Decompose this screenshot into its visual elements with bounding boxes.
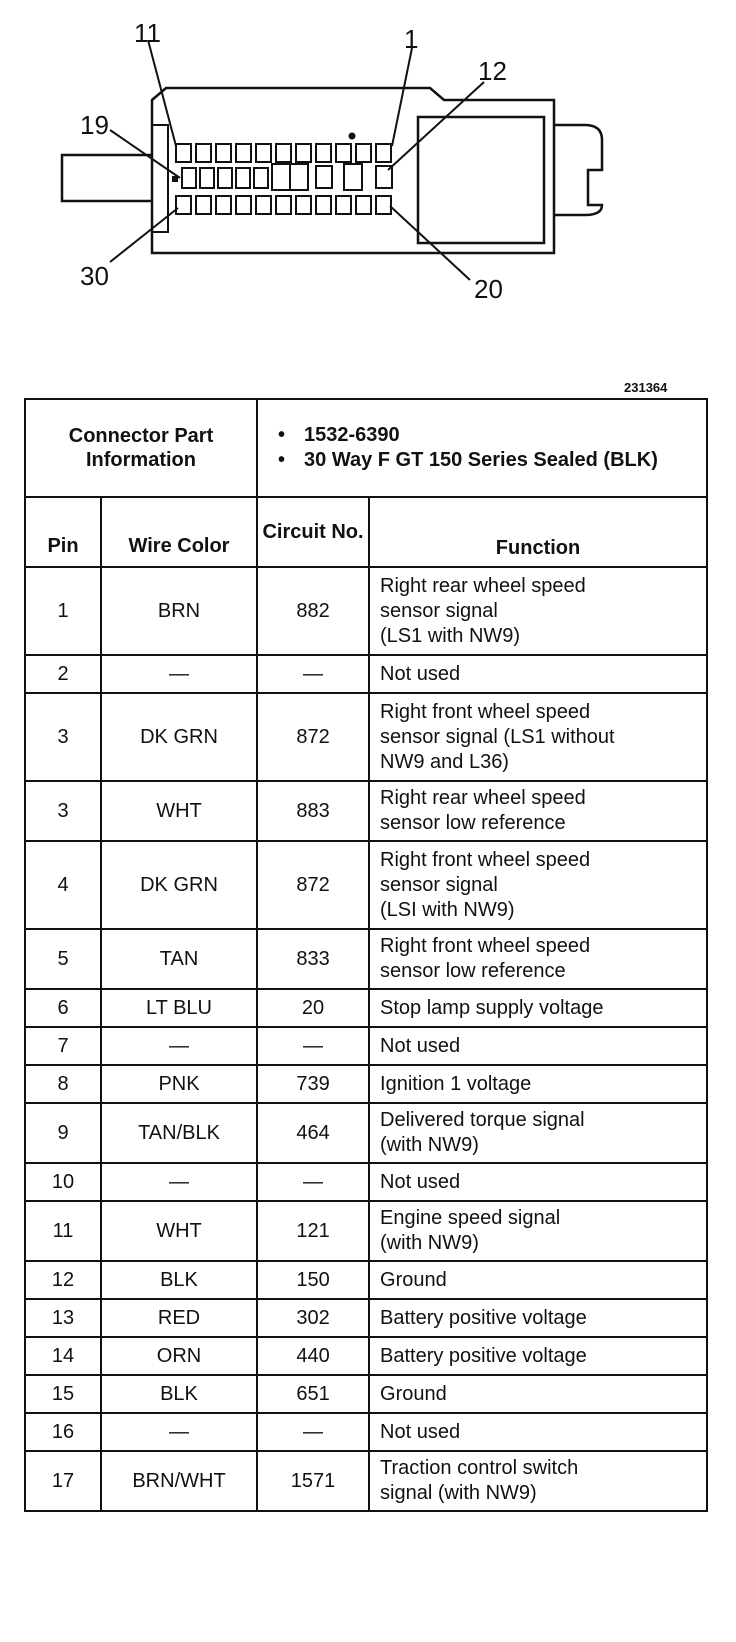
circuit-cell: —: [257, 1413, 369, 1451]
pin-cavity: [272, 164, 290, 190]
pin-cavity: [236, 168, 250, 188]
circuit-cell: 872: [257, 693, 369, 781]
circuit-cell: 20: [257, 989, 369, 1027]
pin-cavity: [236, 144, 251, 162]
wire-color-cell: —: [101, 1027, 257, 1065]
pin-rows: [25, 567, 707, 1511]
function-line: Not used: [380, 1170, 461, 1193]
wire-color-cell: TAN: [101, 929, 257, 989]
pin-cavity: [296, 144, 311, 162]
pin-cavity: [290, 164, 308, 190]
circuit-cell: 883: [257, 781, 369, 841]
function-line: sensor signal: [380, 873, 498, 896]
circuit-cell: 464: [257, 1103, 369, 1163]
function-cell: [369, 841, 707, 929]
function-cell: [369, 1065, 707, 1103]
wire-color-cell: BLK: [101, 1261, 257, 1299]
circuit-cell: 150: [257, 1261, 369, 1299]
function-cell: [369, 1103, 707, 1163]
pin-cell: 2: [25, 655, 101, 693]
pin-label-12: 12: [478, 56, 507, 86]
pin-cell: 15: [25, 1375, 101, 1413]
function-line: Right front wheel speed: [380, 700, 591, 723]
pin-cell: 14: [25, 1337, 101, 1375]
pin-label-30: 30: [80, 261, 109, 291]
function-line: (LS1 with NW9): [380, 624, 521, 647]
table-row: [25, 567, 707, 655]
pin-cavity: [176, 196, 191, 214]
circuit-cell: 302: [257, 1299, 369, 1337]
pin-cell: 11: [25, 1201, 101, 1261]
pin-cavity-grid: [176, 144, 392, 214]
wire-color-cell: TAN/BLK: [101, 1103, 257, 1163]
wire-color-cell: BRN: [101, 567, 257, 655]
col-header-function: Function: [369, 497, 707, 567]
pin-cavity: [276, 196, 291, 214]
wire-color-cell: WHT: [101, 781, 257, 841]
table-row: [25, 1201, 707, 1261]
wire-color-cell: BLK: [101, 1375, 257, 1413]
circuit-cell: 872: [257, 841, 369, 929]
function-line: Battery positive voltage: [380, 1306, 587, 1329]
table-row: [25, 1375, 707, 1413]
pin-cavity: [356, 196, 371, 214]
function-line: Battery positive voltage: [380, 1344, 587, 1367]
function-cell: [369, 1261, 707, 1299]
function-cell: [369, 989, 707, 1027]
pin-cell: 5: [25, 929, 101, 989]
function-line: (with NW9): [380, 1232, 479, 1254]
pin-label-1: 1: [404, 24, 419, 54]
table-row: [25, 1065, 707, 1103]
pin-cell: 1: [25, 567, 101, 655]
pin-cell: 4: [25, 841, 101, 929]
pin-cavity: [296, 196, 311, 214]
table-row: [25, 1451, 707, 1511]
table-row: [25, 1413, 707, 1451]
part-number: • 1532-6390: [278, 423, 706, 448]
table-row: [25, 1103, 707, 1163]
pin-cavity: [236, 196, 251, 214]
pin-cell: 17: [25, 1451, 101, 1511]
circuit-cell: 833: [257, 929, 369, 989]
function-cell: [369, 693, 707, 781]
circuit-cell: 440: [257, 1337, 369, 1375]
circuit-cell: 651: [257, 1375, 369, 1413]
function-cell: [369, 1299, 707, 1337]
pin-cell: 6: [25, 989, 101, 1027]
function-line: signal (with NW9): [380, 1482, 537, 1504]
function-line: Right rear wheel speed: [380, 574, 586, 597]
pin-cavity: [336, 144, 351, 162]
figure-id: 231364: [624, 380, 668, 395]
function-line: Not used: [380, 1034, 461, 1057]
pin-cavity: [336, 196, 351, 214]
function-cell: [369, 1201, 707, 1261]
function-cell: [369, 655, 707, 693]
table-row: [25, 655, 707, 693]
pin-cavity: [182, 168, 196, 188]
circuit-cell: 121: [257, 1201, 369, 1261]
table-row: [25, 781, 707, 841]
pin-cavity: [356, 144, 371, 162]
function-line: Ignition 1 voltage: [380, 1072, 532, 1095]
function-cell: [369, 1337, 707, 1375]
table-row: [25, 1027, 707, 1065]
pin-cavity: [176, 144, 191, 162]
circuit-cell: —: [257, 1027, 369, 1065]
wire-color-cell: BRN/WHT: [101, 1451, 257, 1511]
connector-diagram: [0, 0, 736, 330]
pin-cavity: [254, 168, 268, 188]
function-line: Engine speed signal: [380, 1207, 561, 1229]
pin-label-19: 19: [80, 110, 109, 140]
connector-type: • 30 Way F GT 150 Series Sealed (BLK): [278, 448, 706, 473]
wire-color-cell: —: [101, 1413, 257, 1451]
circuit-cell: 739: [257, 1065, 369, 1103]
pin-cavity: [218, 168, 232, 188]
function-line: Right front wheel speed: [380, 848, 591, 871]
function-line: Stop lamp supply voltage: [380, 996, 604, 1019]
pin-label-20: 20: [474, 274, 503, 304]
wire-color-cell: WHT: [101, 1201, 257, 1261]
function-line: Not used: [380, 1420, 461, 1443]
pin-cavity: [216, 144, 231, 162]
pin-cavity: [376, 196, 391, 214]
col-header-circuit: Circuit No.: [257, 497, 369, 567]
circuit-cell: —: [257, 1163, 369, 1201]
function-line: Right rear wheel speed: [380, 787, 586, 809]
circuit-cell: 1571: [257, 1451, 369, 1511]
wire-color-cell: DK GRN: [101, 693, 257, 781]
pin-cell: 12: [25, 1261, 101, 1299]
key-dot: [349, 133, 356, 140]
pin-cavity: [200, 168, 214, 188]
pin-cavity: [344, 164, 362, 190]
wire-color-cell: LT BLU: [101, 989, 257, 1027]
function-cell: [369, 1027, 707, 1065]
function-cell: [369, 781, 707, 841]
pin-cavity: [216, 196, 231, 214]
connector-info-details: [257, 399, 707, 497]
function-cell: [369, 1375, 707, 1413]
function-cell: [369, 1451, 707, 1511]
function-line: sensor low reference: [380, 812, 566, 834]
pin-cell: 10: [25, 1163, 101, 1201]
wire-color-cell: PNK: [101, 1065, 257, 1103]
wire-color-cell: DK GRN: [101, 841, 257, 929]
pin-cell: 13: [25, 1299, 101, 1337]
function-line: sensor signal: [380, 599, 498, 622]
col-header-wire-color: Wire Color: [101, 497, 257, 567]
pin-cell: 3: [25, 781, 101, 841]
pin-cavity: [316, 144, 331, 162]
function-line: (LSI with NW9): [380, 898, 515, 921]
pin-cell: 16: [25, 1413, 101, 1451]
function-cell: [369, 567, 707, 655]
pin-cavity: [256, 196, 271, 214]
pin-cavity: [316, 196, 331, 214]
table-row: [25, 1337, 707, 1375]
wire-color-cell: —: [101, 655, 257, 693]
pin-cavity: [376, 144, 391, 162]
function-line: NW9 and L36): [380, 750, 509, 773]
table-row: [25, 1163, 707, 1201]
function-line: sensor low reference: [380, 960, 566, 982]
pin-cavity: [256, 144, 271, 162]
connector-pinout-table: [24, 398, 708, 1512]
table-row: [25, 1299, 707, 1337]
table-row: [25, 693, 707, 781]
connector-info-heading: Connector Part Information: [25, 399, 257, 497]
function-cell: [369, 929, 707, 989]
pin-cell: 9: [25, 1103, 101, 1163]
pin-cavity: [196, 196, 211, 214]
wire-color-cell: —: [101, 1163, 257, 1201]
pin-cell: 3: [25, 693, 101, 781]
table-row: [25, 841, 707, 929]
function-line: Not used: [380, 662, 461, 685]
table-row: [25, 989, 707, 1027]
function-line: Traction control switch: [380, 1457, 579, 1479]
col-header-pin: Pin: [25, 497, 101, 567]
function-line: sensor signal (LS1 without: [380, 725, 615, 748]
function-line: Right front wheel speed: [380, 935, 591, 957]
table-row: [25, 929, 707, 989]
table-row: [25, 1261, 707, 1299]
function-line: Ground: [380, 1382, 447, 1405]
function-line: Delivered torque signal: [380, 1109, 585, 1131]
circuit-cell: 882: [257, 567, 369, 655]
function-line: Ground: [380, 1268, 447, 1291]
function-line: (with NW9): [380, 1134, 479, 1156]
pin-cavity: [276, 144, 291, 162]
wire-color-cell: ORN: [101, 1337, 257, 1375]
wire-color-cell: RED: [101, 1299, 257, 1337]
pin-cell: 7: [25, 1027, 101, 1065]
function-cell: [369, 1163, 707, 1201]
pin-cell: 8: [25, 1065, 101, 1103]
function-cell: [369, 1413, 707, 1451]
pin-cavity: [316, 166, 332, 188]
pin-cavity: [196, 144, 211, 162]
pin-label-11: 11: [134, 18, 161, 48]
circuit-cell: —: [257, 655, 369, 693]
